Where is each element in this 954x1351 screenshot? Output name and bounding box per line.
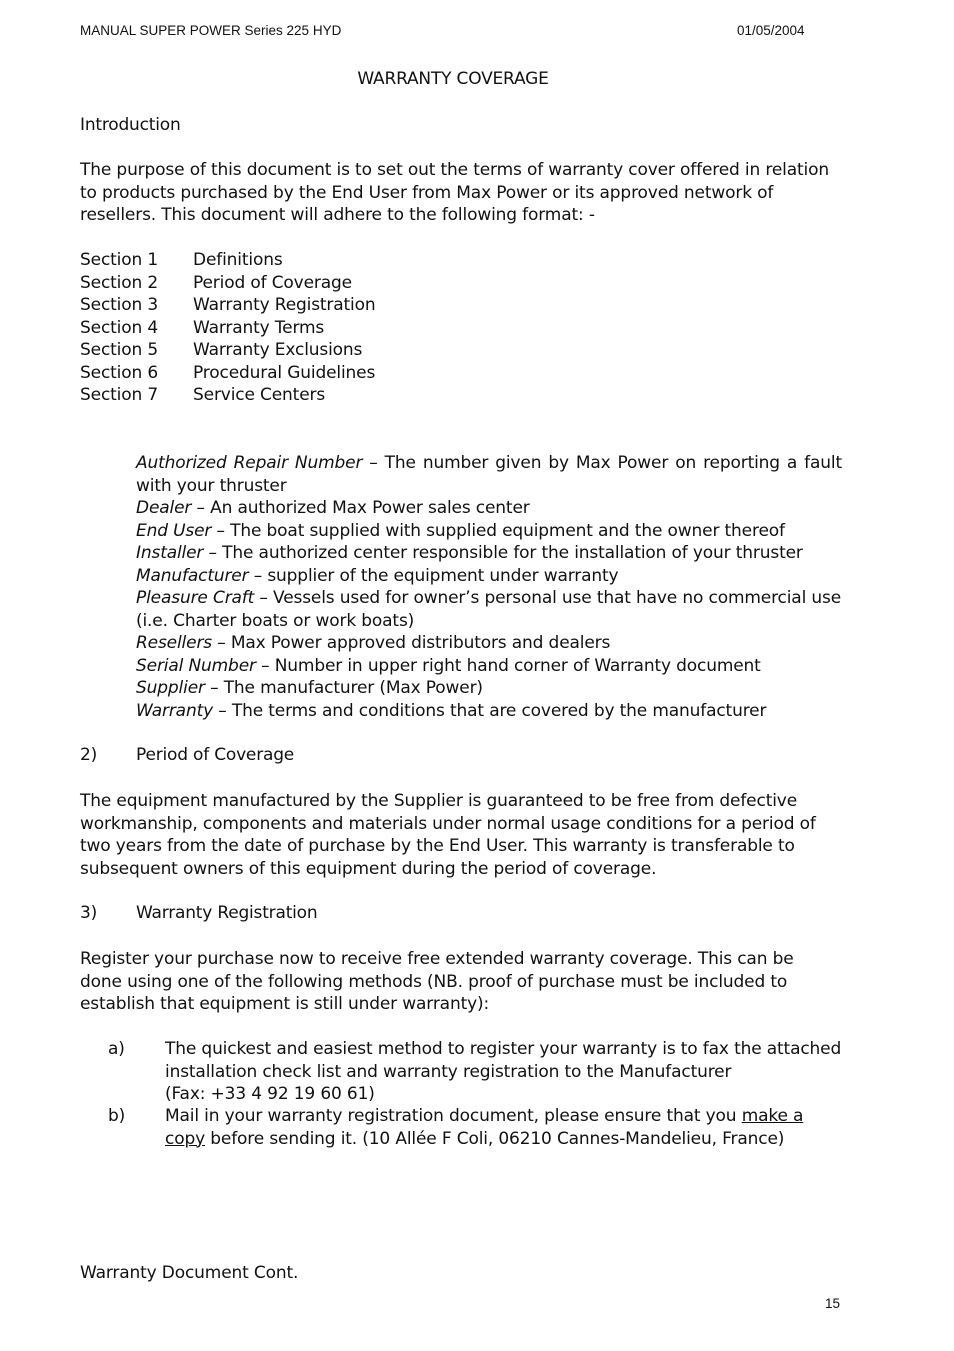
definition-term: Dealer xyxy=(136,498,192,518)
section-number: Section 2 xyxy=(80,272,159,293)
list-letter: a) xyxy=(108,1039,125,1059)
definition-text: – Max Power approved distributors and dealers xyxy=(212,633,611,653)
section-number: Section 5 xyxy=(80,340,159,360)
definition-term: End User xyxy=(136,520,212,541)
registration-heading: Warranty Registration xyxy=(136,903,318,923)
definition-text: – The manufacturer (Max Power) xyxy=(204,678,483,698)
section-name: Service Centers xyxy=(193,385,326,405)
header-doc-title: MANUAL SUPER POWER Series 225 HYD xyxy=(80,23,342,38)
section-list-item xyxy=(80,317,376,340)
fax-number: (Fax: +33 4 92 19 60 61) xyxy=(165,1084,375,1104)
definition-term: Supplier xyxy=(136,678,205,698)
definition-item xyxy=(136,632,842,655)
section-name: Warranty Registration xyxy=(193,295,376,315)
period-heading: Period of Coverage xyxy=(136,745,295,765)
definition-item xyxy=(136,700,842,723)
definition-text: – The terms and conditions that are covered by the manufacturer xyxy=(213,700,767,721)
method-description: The quickest and easiest method to register your warranty is to fax the attached installation check list and warranty registration to the Manufacturer xyxy=(165,1039,842,1082)
definition-text: – The authorized center responsible for the installation of your thruster xyxy=(203,543,803,563)
definition-text: – supplier of the equipment under warranty xyxy=(248,565,619,586)
definition-text: – An authorized Max Power sales center xyxy=(191,498,530,518)
section-list-item xyxy=(80,339,376,362)
definition-item xyxy=(136,497,842,520)
definition-text: – The boat supplied with supplied equipment and the owner thereof xyxy=(211,520,785,541)
definition-text: – Vessels used for owner’s personal use that have no commercial use (i.e. Charter boats or work boats) xyxy=(136,588,842,631)
section-list xyxy=(80,249,376,407)
definition-item xyxy=(136,520,842,543)
introduction-heading: Introduction xyxy=(80,115,181,135)
definition-term: Manufacturer xyxy=(136,565,249,586)
definition-item xyxy=(136,587,842,632)
list-content xyxy=(165,1105,845,1150)
list-letter: b) xyxy=(108,1106,126,1126)
section-list-item xyxy=(80,294,376,317)
section-list-item xyxy=(80,362,376,385)
period-paragraph: The equipment manufactured by the Supplier is guaranteed to be free from defective workmanship, components and materials under normal usage conditions for a period of two years from the date of purchase by the End User. This warranty is transferable to subsequent owners of this equipment during the period of coverage. xyxy=(80,791,816,879)
definition-item xyxy=(136,655,842,678)
period-section-number: 2) xyxy=(80,745,98,765)
definition-item xyxy=(136,565,842,588)
section-number: Section 6 xyxy=(80,362,159,383)
make-a-copy-emphasis: make a copy xyxy=(165,1106,804,1149)
page-title: WARRANTY COVERAGE xyxy=(357,69,549,89)
definition-item xyxy=(136,542,842,565)
definition-term: Authorized Repair Number xyxy=(136,453,363,473)
continued-note: Warranty Document Cont. xyxy=(80,1263,299,1283)
mailing-address: before sending it. (10 Allée F Coli, 06210 Cannes-Mandelieu, France) xyxy=(205,1128,785,1149)
definition-term: Pleasure Craft xyxy=(136,588,255,608)
section-name: Warranty Exclusions xyxy=(193,340,363,360)
section-name: Period of Coverage xyxy=(193,272,352,293)
registration-section-number: 3) xyxy=(80,903,98,923)
definition-term: Warranty xyxy=(136,700,213,721)
section-list-item xyxy=(80,249,376,272)
definition-term: Resellers xyxy=(136,633,212,653)
definition-item xyxy=(136,677,842,700)
page-number: 15 xyxy=(825,1296,841,1311)
method-description: Mail in your warranty registration document, please ensure that you xyxy=(165,1106,742,1126)
section-name: Definitions xyxy=(193,250,283,270)
section-name: Warranty Terms xyxy=(193,317,325,338)
header-date: 01/05/2004 xyxy=(737,23,805,38)
definitions-list xyxy=(136,452,842,722)
introduction-paragraph: The purpose of this document is to set out the terms of warranty cover offered in relation to products purchased by the End User from Max Power or its approved network of resellers. This document will adhere to the following format: - xyxy=(80,160,829,225)
definition-item xyxy=(136,452,842,497)
definition-text: – Number in upper right hand corner of Warranty document xyxy=(255,655,761,676)
list-content xyxy=(165,1038,845,1106)
definition-term: Installer xyxy=(136,543,204,563)
section-name: Procedural Guidelines xyxy=(193,362,376,383)
section-number: Section 1 xyxy=(80,250,159,270)
section-number: Section 3 xyxy=(80,295,159,315)
registration-paragraph: Register your purchase now to receive free extended warranty coverage. This can be done using one of the following methods (NB. proof of purchase must be included to establish that equipment is still under warranty): xyxy=(80,949,794,1014)
section-number: Section 7 xyxy=(80,385,159,405)
section-number: Section 4 xyxy=(80,317,159,338)
section-list-item xyxy=(80,272,376,295)
definition-text: – The number given by Max Power on reporting a fault with your thruster xyxy=(136,453,842,496)
section-list-item xyxy=(80,384,376,407)
definition-term: Serial Number xyxy=(136,655,256,676)
